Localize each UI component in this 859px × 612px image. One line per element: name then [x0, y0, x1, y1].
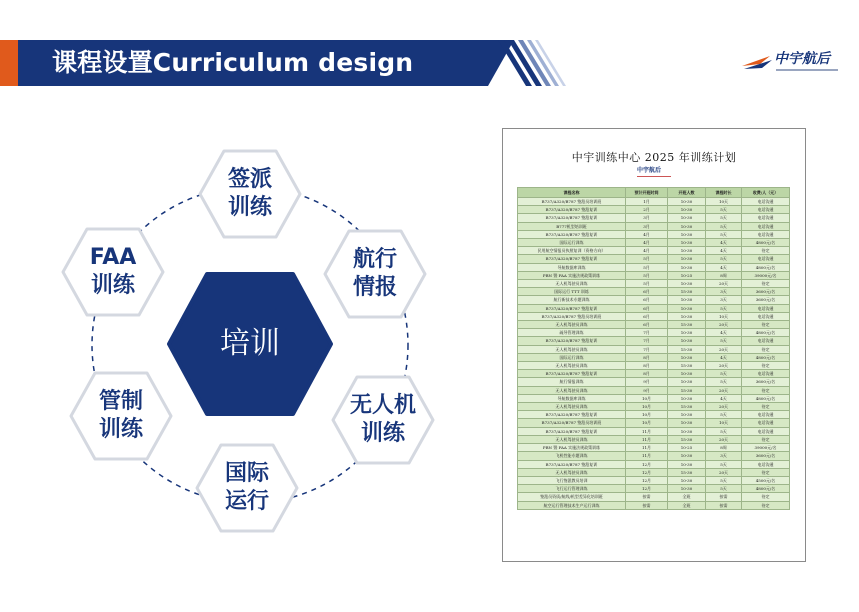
table-body	[518, 198, 790, 510]
table-row	[518, 476, 790, 484]
table-cell: 10-30	[668, 198, 706, 206]
table-cell: 10-30	[668, 239, 706, 247]
table-cell: 10-30	[668, 263, 706, 271]
slide-header	[0, 0, 859, 88]
table-cell: 10月	[626, 419, 668, 427]
table-cell: 10-30	[668, 230, 706, 238]
table-cell: 10-30	[668, 304, 706, 312]
table-cell: 5天	[706, 214, 742, 222]
table-cell: 电话沟通	[742, 230, 790, 238]
center-label: 培训	[220, 326, 280, 361]
table-cell: 4800元/名	[742, 485, 790, 493]
table-cell: 待定	[742, 345, 790, 353]
table-cell: 待定	[742, 403, 790, 411]
table-cell: PBN 暨 FAA 实施法规政策训练	[518, 444, 626, 452]
table-cell: 8月	[626, 353, 668, 361]
table-row	[518, 427, 790, 435]
table-row	[518, 198, 790, 206]
table-cell: 10-30	[668, 394, 706, 402]
table-cell: B737/A320/B787 签派复训	[518, 427, 626, 435]
table-cell: 3600元/名	[742, 378, 790, 386]
table-cell: 无人机驾驶员训练	[518, 321, 626, 329]
table-row	[518, 214, 790, 222]
table-cell: 电话沟通	[742, 214, 790, 222]
table-cell: 20天	[706, 435, 742, 443]
table-cell: 5月	[626, 263, 668, 271]
table-row	[518, 394, 790, 402]
table-cell: 3600元/名	[742, 288, 790, 296]
table-cell: 7月	[626, 337, 668, 345]
table-cell: B737/A320/B787 签派员培训班	[518, 419, 626, 427]
table-cell: 4天	[706, 329, 742, 337]
table-row	[518, 296, 790, 304]
table-row	[518, 452, 790, 460]
table-cell: 10-30	[668, 411, 706, 419]
table-cell: 5天	[706, 255, 742, 263]
table-row	[518, 304, 790, 312]
table-cell: 8月	[626, 362, 668, 370]
table-cell: B737/A320/B787 签派复训	[518, 460, 626, 468]
table-cell: 按需	[626, 493, 668, 501]
table-cell: B737/A320/B787 签派复训	[518, 214, 626, 222]
table-header-cell: 课程时长	[706, 188, 742, 198]
table-cell: 10-30	[668, 296, 706, 304]
table-cell: 10-30	[668, 206, 706, 214]
table-cell: 导航数据库训练	[518, 394, 626, 402]
table-cell: B737/A320/B787 签派员培训班	[518, 198, 626, 206]
table-cell: 电话沟通	[742, 255, 790, 263]
table-cell: 10-30	[668, 353, 706, 361]
table-cell: 2月	[626, 206, 668, 214]
table-cell: 疏导管理训练	[518, 329, 626, 337]
node-uav-training	[330, 374, 436, 466]
table-cell: 10天	[706, 312, 742, 320]
table-cell: 6月	[626, 296, 668, 304]
node-faa-label: FAA 训练	[89, 245, 137, 298]
table-cell: 航行新技术专题训练	[518, 296, 626, 304]
table-cell: 导航数据库训练	[518, 263, 626, 271]
table-cell: B737/A320/B787 签派员培训班	[518, 312, 626, 320]
table-row	[518, 435, 790, 443]
table-cell: B737/A320/B787 签派复训	[518, 255, 626, 263]
table-cell: PBN 暨 FAA 实施法规政策训练	[518, 271, 626, 279]
table-cell: 11月	[626, 427, 668, 435]
table-row	[518, 493, 790, 501]
table-cell: 10-30	[668, 329, 706, 337]
table-cell: 10-30	[668, 280, 706, 288]
table-cell: 全班	[668, 501, 706, 509]
node-atc-training	[68, 370, 174, 462]
table-row	[518, 378, 790, 386]
table-cell: 12月	[626, 476, 668, 484]
table-cell: 无人机驾驶员训练	[518, 280, 626, 288]
table-row	[518, 501, 790, 509]
table-cell: B777机型培训班	[518, 222, 626, 230]
table-cell: 20天	[706, 468, 742, 476]
table-cell: 5天	[706, 485, 742, 493]
table-cell: 全班	[668, 493, 706, 501]
table-cell: 10-30	[668, 247, 706, 255]
table-row	[518, 288, 790, 296]
table-cell: 10-30	[668, 255, 706, 263]
node-dispatch-label: 签派 训练	[227, 167, 272, 220]
table-cell: 12月	[626, 460, 668, 468]
table-cell: 10-30	[668, 222, 706, 230]
table-cell: 4800元/名	[742, 353, 790, 361]
table-row	[518, 222, 790, 230]
node-dispatch-training	[197, 148, 303, 240]
table-cell: 5天	[706, 230, 742, 238]
table-cell: 待定	[742, 493, 790, 501]
training-schedule-table	[517, 187, 790, 510]
table-row	[518, 468, 790, 476]
table-cell: 20天	[706, 386, 742, 394]
table-cell: 20天	[706, 403, 742, 411]
table-cell: 无人机驾驶员训练	[518, 345, 626, 353]
table-row	[518, 337, 790, 345]
table-cell: 3天	[706, 452, 742, 460]
table-cell: 12月	[626, 485, 668, 493]
table-cell: 6月	[626, 321, 668, 329]
table-cell: 15-30	[668, 468, 706, 476]
table-cell: 9月	[626, 378, 668, 386]
table-cell: 15-30	[668, 345, 706, 353]
table-row	[518, 321, 790, 329]
table-cell: 10-30	[668, 476, 706, 484]
table-row	[518, 419, 790, 427]
document-logo-text: 中宇航后	[637, 167, 662, 174]
table-cell: 待定	[742, 501, 790, 509]
center-hexagon	[165, 270, 335, 418]
table-cell: 20天	[706, 362, 742, 370]
table-cell: 7月	[626, 329, 668, 337]
table-cell: 9月	[626, 386, 668, 394]
table-cell: 4天	[706, 247, 742, 255]
table-cell: 电话沟通	[742, 206, 790, 214]
table-cell: 国际运行 TTT 训练	[518, 288, 626, 296]
table-cell: 15-30	[668, 288, 706, 296]
table-cell: 国际运行训练	[518, 353, 626, 361]
table-cell: 8月	[626, 370, 668, 378]
table-cell: 10-30	[668, 370, 706, 378]
table-cell: 民用航空情报员执照复训（资格方向）	[518, 247, 626, 255]
table-cell: 15-30	[668, 362, 706, 370]
table-cell: 10-30	[668, 485, 706, 493]
table-cell: 5月	[626, 280, 668, 288]
table-cell: 4800元/名	[742, 263, 790, 271]
page-title: 课程设置Curriculum design	[52, 48, 414, 77]
table-cell: 4天	[706, 394, 742, 402]
table-cell: 按需	[626, 501, 668, 509]
training-diagram	[60, 140, 440, 560]
node-faa-training	[60, 226, 166, 318]
table-cell: 航空运行管理技术生产运行训练	[518, 501, 626, 509]
table-cell: 15-30	[668, 403, 706, 411]
table-cell: B737/A320/B787 签派复训	[518, 206, 626, 214]
table-cell: 10-30	[668, 460, 706, 468]
table-cell: 11月	[626, 452, 668, 460]
table-cell: 5天	[706, 337, 742, 345]
table-row	[518, 386, 790, 394]
table-cell: 4月	[626, 230, 668, 238]
logo-text: 中宇航后	[774, 51, 830, 67]
table-row	[518, 411, 790, 419]
table-cell: 飞机性能专题训练	[518, 452, 626, 460]
table-row	[518, 239, 790, 247]
document-logo-underline	[637, 176, 671, 177]
table-cell: 3月	[626, 214, 668, 222]
table-row	[518, 263, 790, 271]
table-cell: 待定	[742, 386, 790, 394]
table-row	[518, 271, 790, 279]
table-row	[518, 403, 790, 411]
company-logo	[740, 48, 840, 82]
table-cell: 20天	[706, 280, 742, 288]
table-cell: 6月	[626, 288, 668, 296]
table-row	[518, 312, 790, 320]
table-cell: 10天	[706, 419, 742, 427]
table-cell: 电话沟通	[742, 411, 790, 419]
table-cell: 航行情报训练	[518, 378, 626, 386]
document-logo	[637, 167, 671, 179]
table-cell: 8周	[706, 271, 742, 279]
table-cell: B737/A320/B787 签派复训	[518, 411, 626, 419]
node-intl-label: 国际 运行	[224, 461, 269, 514]
table-cell: 无人机驾驶员训练	[518, 386, 626, 394]
table-cell: 待定	[742, 280, 790, 288]
document-title: 中宇训练中心 2025 年训练计划	[571, 151, 737, 164]
table-cell: 5月	[626, 255, 668, 263]
table-row	[518, 206, 790, 214]
header-accent-block	[0, 40, 18, 86]
table-cell: 按需	[706, 501, 742, 509]
table-cell: 待定	[742, 362, 790, 370]
table-cell: 11月	[626, 444, 668, 452]
table-cell: 电话沟通	[742, 198, 790, 206]
table-cell: 5天	[706, 427, 742, 435]
table-cell: 电话沟通	[742, 427, 790, 435]
table-row	[518, 353, 790, 361]
table-row	[518, 362, 790, 370]
table-cell: 4天	[706, 239, 742, 247]
table-row	[518, 444, 790, 452]
table-cell: 飞行签派教员培训	[518, 476, 626, 484]
node-atc-label: 管制 训练	[98, 389, 143, 442]
node-intel-label: 航行 情报	[352, 247, 397, 300]
table-cell: 5天	[706, 476, 742, 484]
table-cell: 10天	[706, 198, 742, 206]
table-cell: 4月	[626, 247, 668, 255]
table-cell: 10-25	[668, 271, 706, 279]
table-row	[518, 370, 790, 378]
header-stripes-decoration	[470, 38, 570, 88]
table-cell: 3600元/名	[742, 296, 790, 304]
table-cell: 待定	[742, 468, 790, 476]
table-cell: 15-30	[668, 321, 706, 329]
table-cell: 4500元/名	[742, 476, 790, 484]
table-cell: 5月	[626, 271, 668, 279]
table-cell: 10月	[626, 403, 668, 411]
table-cell: 39000元/名	[742, 271, 790, 279]
table-cell: 电话沟通	[742, 370, 790, 378]
table-cell: 12月	[626, 468, 668, 476]
table-cell: 3600元/名	[742, 452, 790, 460]
table-cell: 20天	[706, 321, 742, 329]
table-cell: B737/A320/B787 签派复训	[518, 304, 626, 312]
table-row	[518, 485, 790, 493]
table-cell: 7月	[626, 345, 668, 353]
table-cell: 4800元/名	[742, 239, 790, 247]
table-cell: 待定	[742, 435, 790, 443]
table-cell: 国际运行训练	[518, 239, 626, 247]
table-cell: 签派员资质/航线/机型差异化培训班	[518, 493, 626, 501]
table-cell: 10-30	[668, 452, 706, 460]
table-cell: 10月	[626, 411, 668, 419]
table-cell: 15-30	[668, 386, 706, 394]
table-cell: 8周	[706, 444, 742, 452]
table-cell: 4天	[706, 353, 742, 361]
table-cell: 20天	[706, 345, 742, 353]
table-cell: 无人机驾驶员训练	[518, 435, 626, 443]
table-cell: 飞行运行管理训练	[518, 485, 626, 493]
table-cell: 5天	[706, 304, 742, 312]
table-cell: 5天	[706, 378, 742, 386]
table-cell: 5天	[706, 460, 742, 468]
table-cell: 11月	[626, 435, 668, 443]
table-cell: 10-25	[668, 444, 706, 452]
table-cell: 无人机驾驶员训练	[518, 362, 626, 370]
table-cell: 6月	[626, 304, 668, 312]
table-row	[518, 345, 790, 353]
table-cell: 电话沟通	[742, 460, 790, 468]
table-cell: 按需	[706, 493, 742, 501]
table-cell: 4800元/名	[742, 394, 790, 402]
table-cell: B737/A320/B787 签派复训	[518, 370, 626, 378]
table-row	[518, 280, 790, 288]
table-header-cell: 开班人数	[668, 188, 706, 198]
table-cell: 电话沟通	[742, 312, 790, 320]
table-cell: B737/A320/B787 签派复训	[518, 230, 626, 238]
table-cell: 无人机驾驶员训练	[518, 468, 626, 476]
table-cell: 15-30	[668, 435, 706, 443]
table-cell: 3月	[626, 222, 668, 230]
table-cell: 待定	[742, 247, 790, 255]
node-aeronautical-info	[322, 228, 428, 320]
table-cell: B737/A320/B787 签派复训	[518, 337, 626, 345]
table-header-cell: 课程名称	[518, 188, 626, 198]
table-cell: 4月	[626, 239, 668, 247]
table-row	[518, 247, 790, 255]
table-cell: 3天	[706, 288, 742, 296]
table-header-cell: 预计开班时间	[626, 188, 668, 198]
table-cell: 4天	[706, 263, 742, 271]
table-row	[518, 460, 790, 468]
logo-underline	[776, 69, 838, 71]
node-uav-label: 无人机 训练	[349, 393, 416, 446]
table-cell: 无人机驾驶员训练	[518, 403, 626, 411]
table-cell: 5天	[706, 411, 742, 419]
table-row	[518, 230, 790, 238]
table-cell: 待定	[742, 321, 790, 329]
table-header-cell: 收费/人（元）	[742, 188, 790, 198]
table-cell: 10-30	[668, 427, 706, 435]
table-cell: 3天	[706, 296, 742, 304]
table-cell: 5天	[706, 206, 742, 214]
table-cell: 电话沟通	[742, 222, 790, 230]
table-cell: 电话沟通	[742, 337, 790, 345]
training-plan-document	[502, 128, 806, 562]
table-cell: 5天	[706, 222, 742, 230]
table-cell: 10-30	[668, 312, 706, 320]
table-cell: 电话沟通	[742, 419, 790, 427]
table-cell: 10-30	[668, 419, 706, 427]
table-cell: 10-30	[668, 214, 706, 222]
table-cell: 10月	[626, 394, 668, 402]
table-cell: 1月	[626, 198, 668, 206]
table-cell: 6月	[626, 312, 668, 320]
table-cell: 10-30	[668, 337, 706, 345]
table-row	[518, 329, 790, 337]
table-cell: 5天	[706, 370, 742, 378]
node-international-ops	[194, 442, 300, 534]
table-cell: 电话沟通	[742, 304, 790, 312]
plane-logo-icon	[740, 52, 774, 72]
table-cell: 10-30	[668, 378, 706, 386]
table-cell: 39000元/名	[742, 444, 790, 452]
table-cell: 4800元/名	[742, 329, 790, 337]
table-header-row	[518, 188, 790, 198]
table-row	[518, 255, 790, 263]
